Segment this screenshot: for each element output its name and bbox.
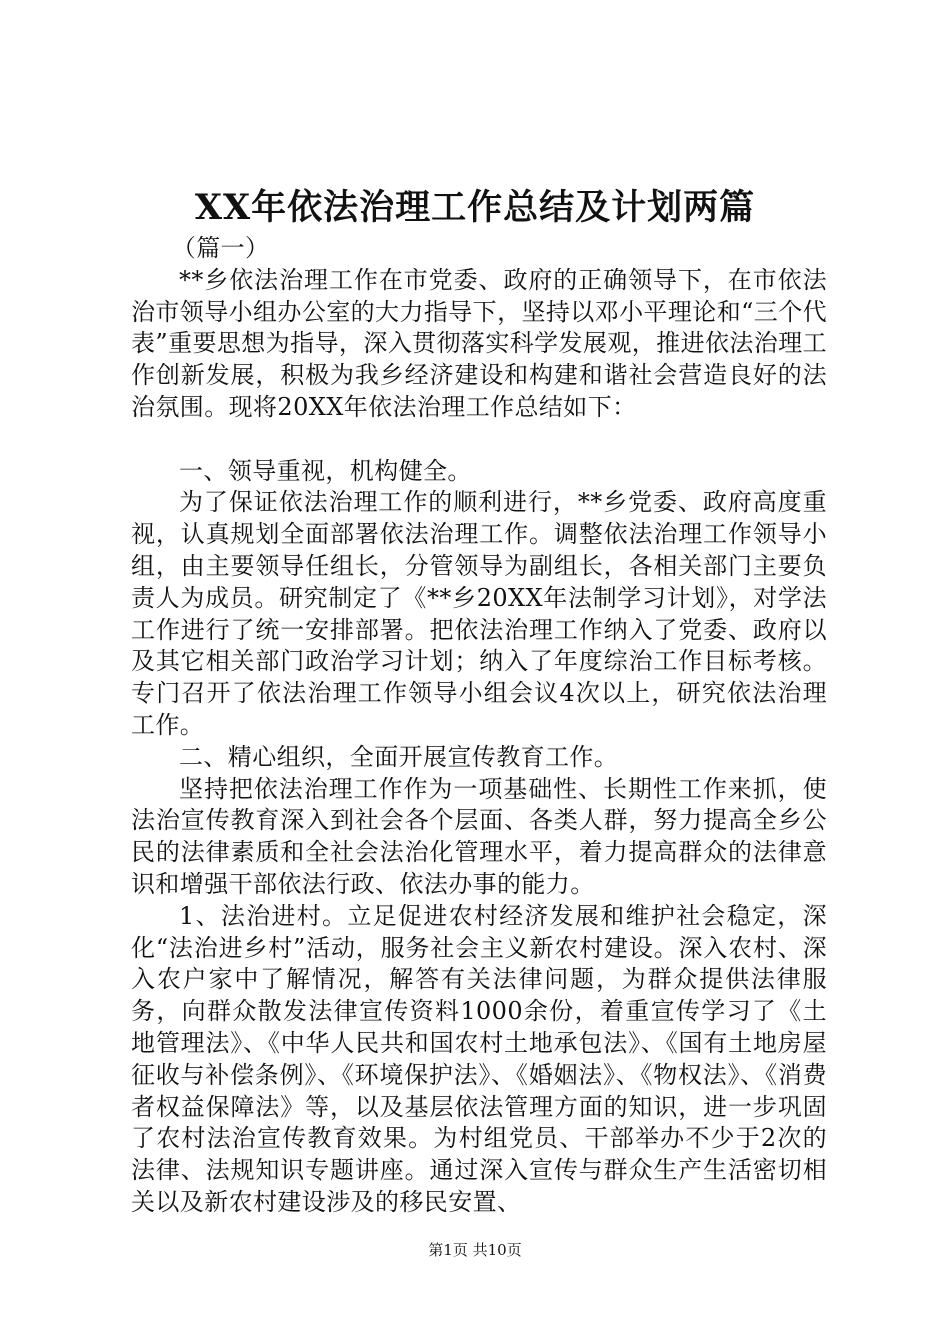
- heading-one: 一、领导重视，机构健全。: [179, 456, 472, 485]
- body-paragraph: 坚持把依法治理工作作为一项基础性、长期性工作来抓，使法治宣传教育深入到社会各个层面、各类人群，努力提高全乡公民的法律素质和全社会法治化管理水平，着力提高群众的法律意识和增强干部依法行政、依法办事的能力。: [131, 774, 827, 898]
- section-label: （篇一）: [171, 234, 270, 262]
- document-body: [131, 233, 827, 1219]
- intro-paragraph: **乡依法治理工作在市党委、政府的正确领导下，在市依法治市领导小组办公室的大力指导下，坚持以邓小平理论和“三个代表”重要思想为指导，深入贯彻落实科学发展观，推进依法治理工作创新发展，积极为我乡经济建设和构建和谐社会营造良好的法治氛围。现将20XX年依法治理工作总结如下：: [131, 265, 827, 421]
- body-paragraph: 1、法治进村。立足促进农村经济发展和维护社会稳定，深化“法治进乡村”活动，服务社会主义新农村建设。深入农村、深入农户家中了解情况，解答有关法律问题，为群众提供法律服务，向群众散发法律宣传资料1000余份，着重宣传学习了《土地管理法》、《中华人民共和国农村土地承包法》、《国有土地房屋征收与补偿条例》、《环境保护法》、《婚姻法》、《物权法》、《消费者权益保障法》等，以及基层依法管理方面的知识，进一步巩固了农村法治宣传教育效果。为村组党员、干部举办不少于2次的法律、法规知识专题讲座。通过深入宣传与群众生产生活密切相关以及新农村建设涉及的移民安置、: [131, 901, 827, 1216]
- heading-two: 二、精心组织，全面开展宣传教育工作。: [179, 742, 619, 771]
- page-footer: 第1页 共10页: [428, 1241, 522, 1259]
- document-title: XX年依法治理工作总结及计划两篇: [194, 187, 756, 228]
- body-paragraph: 为了保证依法治理工作的顺利进行，**乡党委、政府高度重视，认真规划全面部署依法治理工作。调整依法治理工作领导小组，由主要领导任组长，分管领导为副组长，各相关部门主要负责人为成员。研究制定了《**乡20XX年法制学习计划》，对学法工作进行了统一安排部署。把依法治理工作纳入了党委、政府以及其它相关部门政治学习计划；纳入了年度综治工作目标考核。专门召开了依法治理工作领导小组会议4次以上，研究依法治理工作。: [131, 488, 827, 739]
